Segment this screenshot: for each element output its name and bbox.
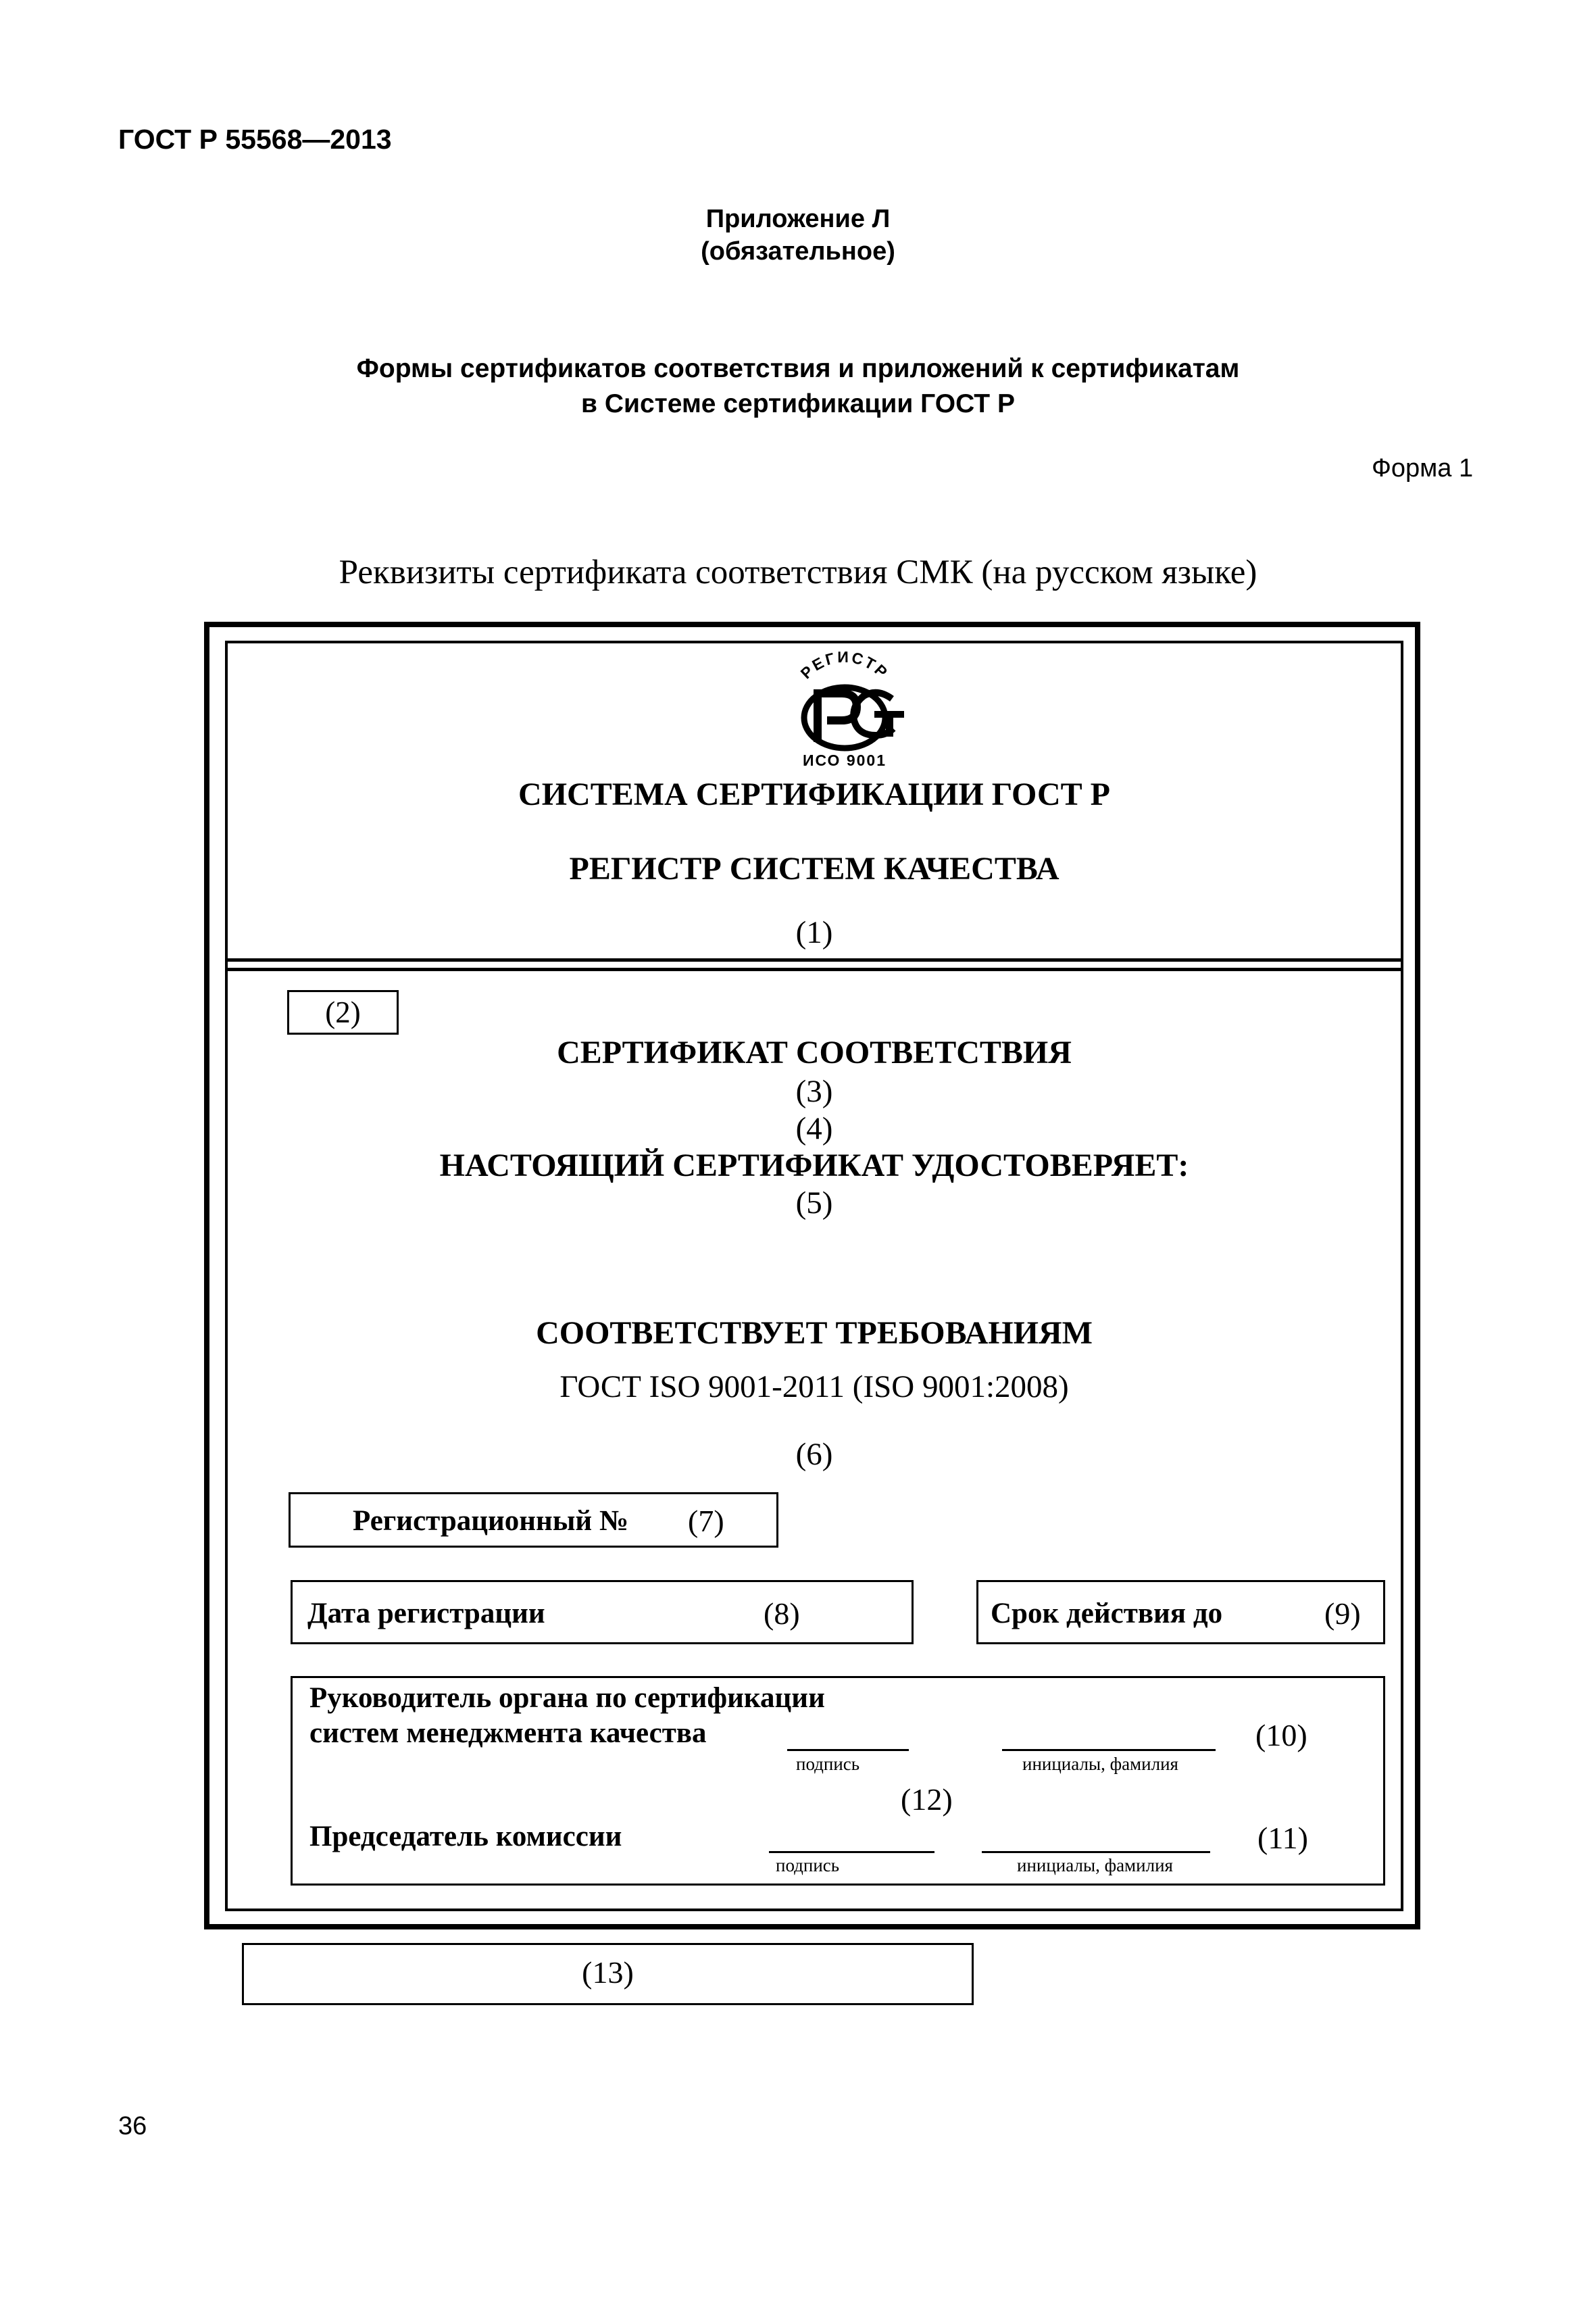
annex-status: (обязательное) — [701, 237, 895, 266]
head-name-line — [1002, 1749, 1216, 1751]
forms-title-line-2: в Системе сертификации ГОСТ Р — [581, 389, 1015, 418]
annex-title: Приложение Л — [705, 205, 891, 233]
field-7-placeholder: (7) — [688, 1504, 724, 1538]
signatures-box — [291, 1676, 1385, 1886]
complies-statement: СООТВЕТСТВУЕТ ТРЕБОВАНИЯМ — [536, 1315, 1093, 1351]
registration-number-label: Регистрационный № — [353, 1505, 629, 1537]
chair-name-line — [982, 1851, 1210, 1853]
head-label-line-1: Руководитель органа по сертификации — [309, 1682, 825, 1714]
registration-date-box — [291, 1580, 914, 1644]
system-name: СИСТЕМА СЕРТИФИКАЦИИ ГОСТ Р — [518, 777, 1110, 812]
field-6-placeholder: (6) — [795, 1437, 833, 1472]
header-separator — [225, 968, 1403, 971]
registration-number-box — [289, 1492, 778, 1548]
field-5-placeholder: (5) — [795, 1185, 833, 1221]
validity-box — [976, 1580, 1385, 1644]
validity-label: Срок действия до — [991, 1598, 1223, 1629]
header-separator — [225, 958, 1403, 962]
field-13-box — [242, 1943, 974, 2005]
field-13-placeholder: (13) — [582, 1955, 634, 1990]
chair-signature-line — [769, 1851, 934, 1853]
form-caption: Реквизиты сертификата соответствия СМК (на русском языке) — [339, 553, 1257, 591]
head-signature-line — [787, 1749, 909, 1751]
register-name: РЕГИСТР СИСТЕМ КАЧЕСТВА — [569, 851, 1059, 887]
standard-reference: ГОСТ ISO 9001-2011 (ISO 9001:2008) — [559, 1369, 1069, 1404]
field-2-box — [287, 990, 399, 1035]
chair-signature-caption: подпись — [776, 1855, 840, 1875]
head-signature-caption: подпись — [796, 1754, 860, 1774]
registration-date-label: Дата регистрации — [307, 1598, 545, 1629]
logo-top-text: РЕГИСТР — [797, 649, 893, 683]
logo-bottom-text: ИСО 9001 — [802, 752, 887, 769]
field-2-placeholder: (2) — [325, 995, 361, 1029]
forms-title — [0, 351, 1596, 422]
chair-name-caption: инициалы, фамилия — [1017, 1855, 1173, 1875]
field-12-placeholder: (12) — [901, 1782, 953, 1817]
certifies-statement: НАСТОЯЩИЙ СЕРТИФИКАТ УДОСТОВЕРЯЕТ: — [439, 1148, 1189, 1183]
field-10-placeholder: (10) — [1255, 1718, 1307, 1752]
form-number: Форма 1 — [1372, 454, 1474, 483]
page-number: 36 — [118, 2112, 147, 2140]
head-label-line-2: систем менеджмента качества — [309, 1717, 707, 1749]
chair-label: Председатель комиссии — [309, 1821, 622, 1852]
field-9-placeholder: (9) — [1324, 1596, 1361, 1631]
field-4-placeholder: (4) — [795, 1111, 833, 1146]
certificate-title: СЕРТИФИКАТ СООТВЕТСТВИЯ — [557, 1035, 1072, 1070]
field-11-placeholder: (11) — [1257, 1821, 1308, 1855]
field-3-placeholder: (3) — [795, 1074, 833, 1109]
annex-heading — [0, 203, 1596, 268]
forms-title-line-1: Формы сертификатов соответствия и приложений к сертификатам — [356, 354, 1240, 383]
field-8-placeholder: (8) — [764, 1596, 800, 1631]
head-name-caption: инициалы, фамилия — [1022, 1754, 1178, 1774]
document-code: ГОСТ Р 55568—2013 — [118, 124, 392, 155]
register-logo-icon — [777, 649, 912, 770]
field-1-placeholder: (1) — [795, 915, 833, 950]
